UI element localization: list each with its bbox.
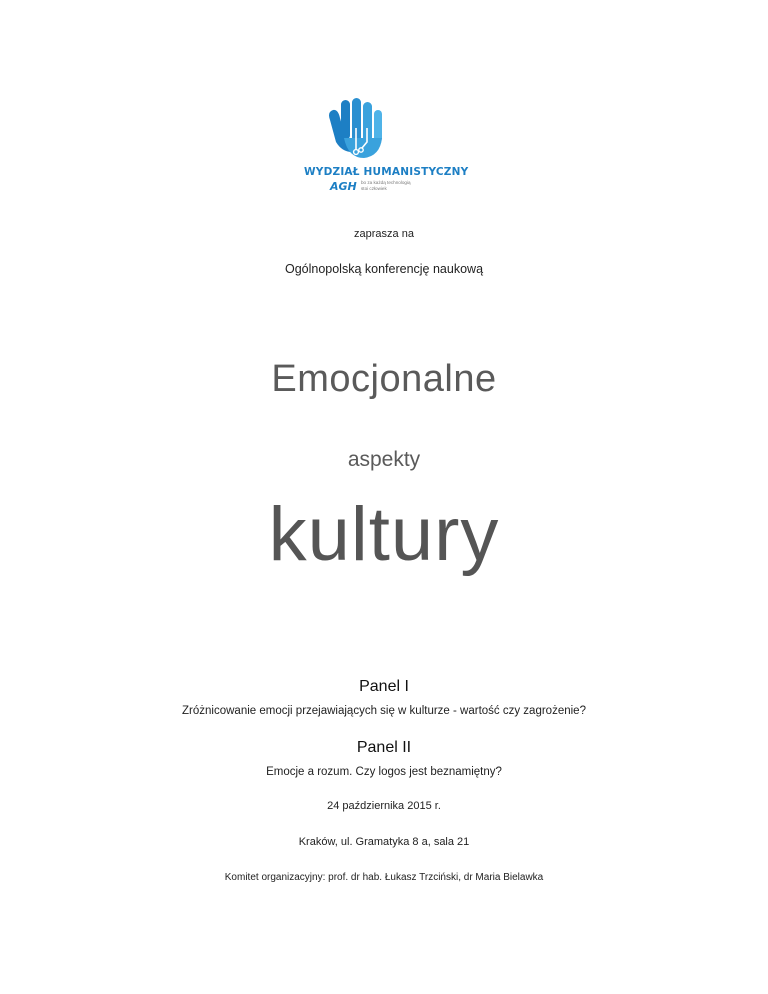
panel-2-description: Emocje a rozum. Czy logos jest beznamiętny? — [266, 766, 502, 778]
logo-title: WYDZIAŁ HUMANISTYCZNY — [304, 166, 469, 178]
title-line-2: aspekty — [347, 448, 421, 471]
title-line-1: Emocjonalne — [271, 358, 497, 400]
logo-tagline — [361, 180, 411, 192]
panel-1-description: Zróżnicowanie emocji przejawiających się w kulturze - wartość czy zagrożenie? — [182, 705, 586, 717]
logo-tagline-line1: bo za każdą technologią — [361, 180, 411, 185]
hand-logo-icon — [324, 98, 386, 164]
panel-2-label: Panel II — [356, 739, 412, 756]
organizing-committee: Komitet organizacyjny: prof. dr hab. Łukasz Trzciński, dr Maria Bielawka — [224, 872, 544, 883]
title-line-3: kultury — [268, 492, 500, 577]
logo-tagline-line2: stoi człowiek — [361, 186, 387, 191]
event-place: Kraków, ul. Gramatyka 8 a, sala 21 — [298, 836, 470, 848]
logo-abbreviation: AGH — [330, 180, 357, 193]
faculty-logo — [300, 98, 470, 198]
conference-type: Ogólnopolską konferencję naukową — [284, 262, 484, 276]
event-date: 24 października 2015 r. — [327, 800, 441, 812]
panel-1-label: Panel I — [359, 678, 409, 695]
invites-text: zaprasza na — [354, 228, 414, 240]
